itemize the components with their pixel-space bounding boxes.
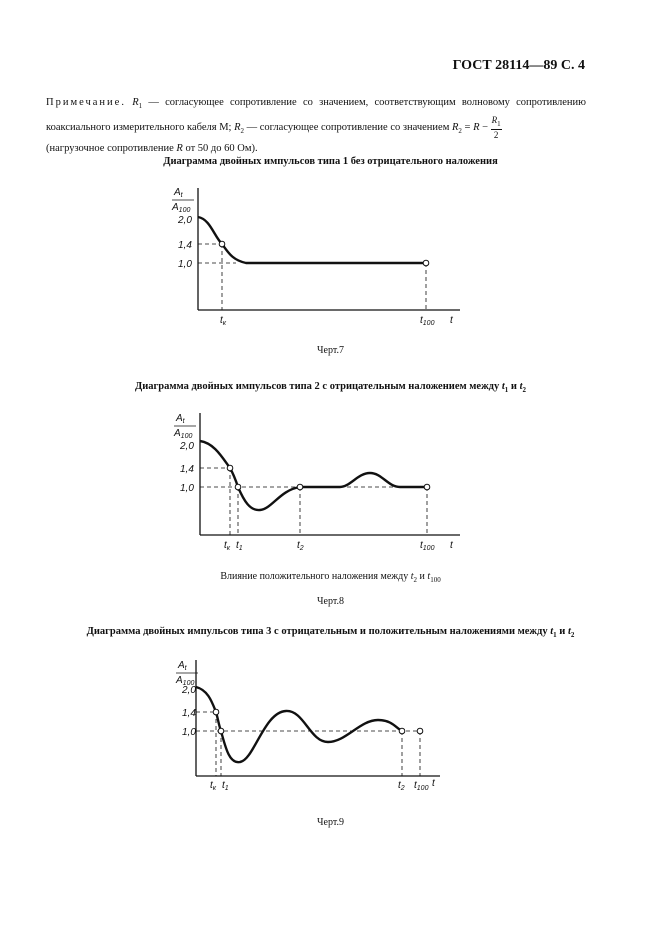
note-paragraph <box>46 94 586 158</box>
chart-3-curve <box>196 687 402 762</box>
note-part1: — согласующее сопротивление со значением, соответствующим волновому сопротивлению коаксиального измерительного кабеля М; <box>46 97 586 133</box>
note-part3: (нагрузочное сопротивление <box>46 143 177 154</box>
note-part2: — согласующее сопротивление со значением <box>244 121 452 133</box>
formula-r: R <box>473 121 480 133</box>
chart-1-xtick-tk: $t_к$ <box>220 315 227 327</box>
chart-1-xtick-t100: $t_{100}$ <box>420 315 435 327</box>
diagram-1-ref: Черт.7 <box>317 345 344 356</box>
chart-1-marker-t100 <box>423 260 429 266</box>
chart-2-xlabel: t <box>450 540 453 551</box>
note-r1: R <box>132 97 139 108</box>
chart-3-marker-t1 <box>218 728 224 734</box>
diagram-1-title: Диаграмма двойных импульсов типа 1 без отрицательного наложения <box>163 156 498 167</box>
diagram-2-ref: Черт.8 <box>317 596 344 607</box>
chart-3-xtick-t1: $t_1$ <box>222 780 229 792</box>
chart-1 <box>150 180 480 330</box>
chart-1-xlabel: t <box>450 315 453 326</box>
chart-2-ylabel-den: $A_{100}$ <box>174 428 193 440</box>
chart-2-ylabel-num: $A_t$ <box>176 413 185 425</box>
chart-3-ylabel-num: $A_t$ <box>178 660 187 672</box>
note-part3-r: R <box>176 143 183 154</box>
chart-1-curve <box>198 217 426 263</box>
chart-2-xtick-t100: $t_{100}$ <box>420 540 435 552</box>
chart-3-xtick-tk: $t_к$ <box>210 780 217 792</box>
chart-1-ylabel-den: $A_{100}$ <box>172 202 191 214</box>
frac-num-sub: 1 <box>497 119 501 128</box>
formula-minus: − <box>479 121 491 133</box>
diagram-3-title: Диаграмма двойных импульсов типа 3 с отрицательным и положительным наложениями между $t_1$ и $t_2$ <box>86 626 575 640</box>
chart-2-xtick-t2: $t_2$ <box>297 540 304 552</box>
chart-3-xtick-t2: $t_2$ <box>398 780 405 792</box>
chart-3 <box>150 652 480 802</box>
chart-1-ytick-2: 2,0 <box>178 215 192 226</box>
chart-2-marker-t2 <box>297 484 303 490</box>
frac-num: R <box>491 115 498 126</box>
note-prefix: Примечание. <box>46 97 126 108</box>
chart-3-ytick-2: 2,0 <box>182 685 196 696</box>
chart-1-marker-tk <box>219 241 225 247</box>
chart-2-ytick-2: 2,0 <box>180 441 194 452</box>
chart-2-ytick-14: 1,4 <box>180 464 194 475</box>
formula-fraction <box>491 115 502 140</box>
chart-3-ylabel-den: $A_{100}$ <box>176 675 195 687</box>
chart-3-marker-t100 <box>417 728 423 734</box>
chart-2-xtick-t1: $t_1$ <box>236 540 243 552</box>
chart-3-marker-tk <box>213 709 219 715</box>
chart-3-xtick-t100: $t_{100}$ <box>414 780 429 792</box>
chart-2-marker-tk <box>227 465 233 471</box>
diagram-2-title: Диаграмма двойных импульсов типа 2 с отрицательным наложением между $t_1$ и $t_2$ <box>134 381 527 395</box>
note-r2: R <box>234 121 241 133</box>
formula-lhs-sub: 2 <box>458 127 462 135</box>
chart-2 <box>150 405 480 555</box>
formula-lhs: R <box>451 121 459 133</box>
diagram-3-ref: Черт.9 <box>317 817 344 828</box>
formula-eq: = <box>461 121 474 133</box>
chart-3-marker-t2 <box>399 728 405 734</box>
page-header: ГОСТ 28114—89 С. 4 <box>452 58 585 73</box>
chart-2-marker-t100 <box>424 484 430 490</box>
chart-2-xtick-tk: $t_к$ <box>224 540 231 552</box>
note-r1-sub: 1 <box>138 102 143 111</box>
chart-2-curve <box>200 441 427 510</box>
chart-3-xlabel: t <box>432 778 435 789</box>
chart-1-ytick-14: 1,4 <box>178 240 192 251</box>
chart-2-ytick-1: 1,0 <box>180 483 194 494</box>
chart-3-ytick-14: 1,4 <box>182 708 196 719</box>
frac-den: 2 <box>493 129 499 140</box>
diagram-2-caption: Влияние положительного наложения между $t_2$ и $t_{100}$ <box>220 571 441 584</box>
chart-1-ylabel-num: $A_t$ <box>174 187 183 199</box>
note-part3-end: от 50 до 60 Ом). <box>182 143 258 154</box>
note-r2-sub: 2 <box>240 127 244 135</box>
chart-1-ytick-1: 1,0 <box>178 259 192 270</box>
chart-2-marker-t1 <box>235 484 241 490</box>
chart-3-ytick-1: 1,0 <box>182 727 196 738</box>
